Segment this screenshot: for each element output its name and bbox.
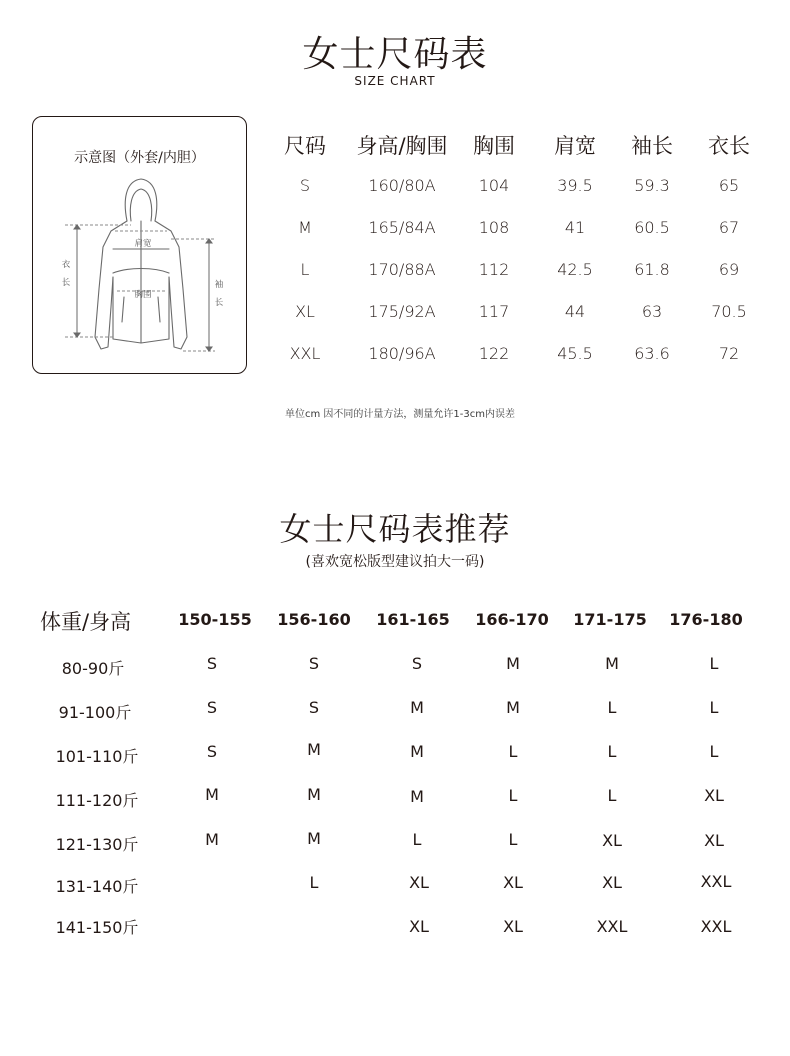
weight-label: 121-130斤	[55, 835, 139, 854]
size-cell: M	[506, 654, 520, 673]
height-header: 156-160	[277, 610, 351, 629]
size-cell: XL	[503, 873, 523, 892]
weight-label: 111-120斤	[55, 791, 139, 810]
size-cell: L	[709, 654, 719, 673]
size-cell: M	[307, 829, 321, 848]
size-cell: L	[607, 698, 617, 717]
shoulder-width-label: 肩宽	[134, 239, 152, 249]
size-chart-subtitle: SIZE CHART	[354, 74, 436, 88]
size-cell: XL	[409, 917, 429, 936]
table-cell: 67	[718, 218, 740, 237]
table-cell: 65	[718, 176, 740, 195]
table-cell: 59.3	[634, 176, 670, 195]
size-cell: L	[607, 786, 617, 805]
table-cell: 175/92A	[368, 302, 436, 321]
size-cell: M	[410, 742, 424, 761]
height-header: 166-170	[475, 610, 549, 629]
col-header-length: 衣长	[708, 134, 750, 158]
table-cell: 72	[718, 344, 740, 363]
table-cell: 165/84A	[368, 218, 436, 237]
sleeve-label-1: 袖	[214, 280, 224, 290]
size-cell: XXL	[700, 872, 732, 891]
table-cell: 39.5	[557, 176, 593, 195]
table-cell: 117	[478, 302, 510, 321]
size-cell: S	[206, 654, 218, 673]
table-cell: 122	[478, 344, 510, 363]
size-cell: S	[206, 742, 218, 761]
table-cell: 63	[641, 302, 663, 321]
size-cell: L	[709, 742, 719, 761]
height-header: 150-155	[178, 610, 252, 629]
table-cell: 63.6	[634, 344, 670, 363]
table-cell: M	[298, 218, 312, 237]
diagram-caption: 示意图（外套/内胆）	[74, 150, 205, 166]
table-cell: 104	[478, 176, 510, 195]
recommendation-subtitle: (喜欢宽松版型建议拍大一码)	[305, 554, 485, 570]
size-cell: S	[308, 654, 320, 673]
height-header: 176-180	[669, 610, 743, 629]
table-cell: 70.5	[711, 302, 747, 321]
table-cell: 45.5	[557, 344, 593, 363]
size-cell: XL	[704, 831, 724, 850]
size-cell: XL	[602, 831, 622, 850]
length-label-1: 衣	[61, 260, 71, 270]
table-cell: XXL	[289, 344, 321, 363]
col-header-chest: 胸围	[473, 134, 515, 158]
size-cell: M	[205, 830, 219, 849]
weight-label: 131-140斤	[55, 877, 139, 896]
size-cell: L	[309, 873, 319, 892]
size-cell: XL	[704, 786, 724, 805]
height-header: 161-165	[376, 610, 450, 629]
chest-label: 胸围	[134, 290, 152, 300]
size-cell: L	[709, 698, 719, 717]
table-cell: 69	[718, 260, 740, 279]
size-cell: M	[205, 785, 219, 804]
size-cell: XL	[503, 917, 523, 936]
col-header-shoulder: 肩宽	[554, 134, 596, 158]
recommendation-title: 女士尺码表推荐	[279, 510, 511, 548]
jacket-outline-icon	[33, 117, 246, 373]
weight-label: 101-110斤	[55, 747, 139, 766]
size-cell: XL	[602, 873, 622, 892]
size-cell: XXL	[700, 917, 732, 936]
size-cell: L	[607, 742, 617, 761]
table-cell: 180/96A	[368, 344, 436, 363]
col-header-height-chest: 身高/胸围	[356, 134, 448, 158]
length-label-2: 长	[61, 278, 71, 288]
size-cell: M	[410, 787, 424, 806]
size-cell: XL	[409, 873, 429, 892]
table-cell: 108	[478, 218, 510, 237]
size-cell: S	[411, 654, 423, 673]
col-header-sleeve: 袖长	[631, 134, 673, 158]
size-cell: S	[206, 698, 218, 717]
weight-label: 80-90斤	[61, 659, 125, 678]
size-cell: L	[508, 786, 518, 805]
size-cell: L	[412, 830, 422, 849]
sleeve-label-2: 长	[214, 298, 224, 308]
size-cell: L	[508, 742, 518, 761]
table-cell: 61.8	[634, 260, 670, 279]
table-cell: 160/80A	[368, 176, 436, 195]
height-header: 171-175	[573, 610, 647, 629]
size-cell: M	[506, 698, 520, 717]
size-cell: XXL	[596, 917, 628, 936]
table-cell: S	[299, 176, 311, 195]
size-cell: M	[307, 785, 321, 804]
weight-height-header: 体重/身高	[40, 610, 132, 634]
table-cell: 112	[478, 260, 510, 279]
table-cell: 170/88A	[368, 260, 436, 279]
table-cell: 41	[564, 218, 586, 237]
col-header-size: 尺码	[284, 134, 326, 158]
size-cell: M	[307, 740, 321, 759]
size-cell: M	[605, 654, 619, 673]
table-cell: 44	[564, 302, 586, 321]
jacket-diagram-panel	[32, 116, 247, 374]
size-cell: S	[308, 698, 320, 717]
table-cell: 42.5	[557, 260, 593, 279]
size-cell: M	[410, 698, 424, 717]
table-cell: L	[300, 260, 310, 279]
table-cell: 60.5	[634, 218, 670, 237]
size-cell: L	[508, 830, 518, 849]
weight-label: 91-100斤	[58, 703, 132, 722]
size-chart-title: 女士尺码表	[302, 34, 488, 75]
weight-label: 141-150斤	[55, 918, 139, 937]
table-cell: XL	[295, 302, 315, 321]
measurement-note: 单位cm 因不同的计量方法，测量允许1-3cm内误差	[285, 409, 515, 420]
